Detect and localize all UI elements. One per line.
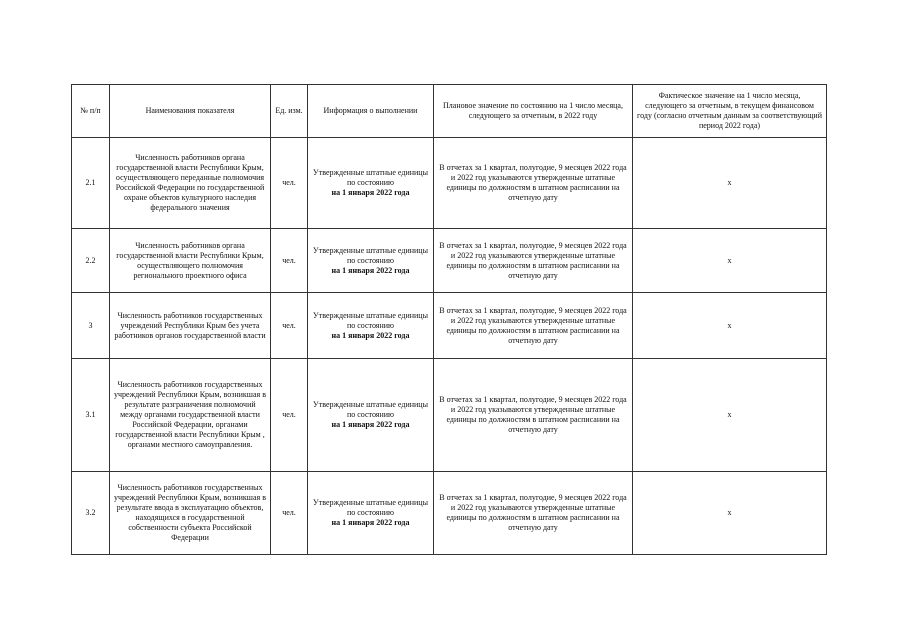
row-info [308,472,434,555]
row-name: Численность работников государственных учреждений Республики Крым, возникшая в результате ввода в эксплуатацию объектов, находящихся в государственной собственности субъекта Российской Федерации [110,472,271,555]
header-fact: Фактическое значение на 1 число месяца, следующего за отчетным, в текущем финансовом году (согласно отчетным данным за соответствующий период 2022 года) [633,85,827,138]
header-plan: Плановое значение по состоянию на 1 число месяца, следующего за отчетным, в 2022 году [434,85,633,138]
row-plan: В отчетах за 1 квартал, полугодие, 9 месяцев 2022 года и 2022 год указываются утвержденные штатные единицы по должностям в штатном расписании на отчетную дату [434,359,633,472]
info-date: на 1 января 2022 года [331,188,410,197]
row-name: Численность работников органа государственной власти Республики Крым, осуществляющего полномочия регионального проектного офиса [110,229,271,293]
row-unit: чел. [271,293,308,359]
row-num: 3.2 [72,472,110,555]
row-info [308,359,434,472]
row-name: Численность работников государственных учреждений Республики Крым без учета работников органов государственной власти [110,293,271,359]
row-name: Численность работников органа государственной власти Республики Крым, осуществляющего переданные полномочия Российской Федерации по государственной охране объектов культурного наследия федерального значения [110,138,271,229]
row-plan: В отчетах за 1 квартал, полугодие, 9 месяцев 2022 года и 2022 год указываются утвержденные штатные единицы по должностям в штатном расписании на отчетную дату [434,138,633,229]
info-date: на 1 января 2022 года [331,330,410,340]
row-fact: х [633,293,827,359]
info-date: на 1 января 2022 года [331,265,410,275]
table-row [72,229,827,293]
row-num: 3.1 [72,359,110,472]
row-num: 3 [72,293,110,359]
row-plan: В отчетах за 1 квартал, полугодие, 9 месяцев 2022 года и 2022 год указываются утвержденные штатные единицы по должностям в штатном расписании на отчетную дату [434,229,633,293]
header-info: Информация о выполнении [308,85,434,138]
info-text: Утвержденные штатные единицы по состоянию [313,168,428,187]
row-plan: В отчетах за 1 квартал, полугодие, 9 месяцев 2022 года и 2022 год указываются утвержденные штатные единицы по должностям в штатном расписании на отчетную дату [434,293,633,359]
row-unit: чел. [271,472,308,555]
header-name: Наименования показателя [110,85,271,138]
row-num: 2.1 [72,138,110,229]
info-text: Утвержденные штатные единицы по состоянию [313,400,428,419]
info-date: на 1 января 2022 года [331,420,410,429]
row-fact: х [633,229,827,293]
row-unit: чел. [271,359,308,472]
indicators-table [71,84,827,555]
row-info [308,293,434,359]
row-unit: чел. [271,229,308,293]
row-num: 2.2 [72,229,110,293]
table-row [72,472,827,555]
header-num: № п/п [72,85,110,138]
row-unit: чел. [271,138,308,229]
row-info [308,229,434,293]
table-row [72,138,827,229]
info-text: Утвержденные штатные единицы по состоянию [313,245,428,265]
table-row [72,293,827,359]
row-info [308,138,434,229]
info-text: Утвержденные штатные единицы по состоянию [313,498,428,517]
row-fact: х [633,359,827,472]
table-row [72,359,827,472]
header-unit: Ед. изм. [271,85,308,138]
table-header-row [72,85,827,138]
row-plan: В отчетах за 1 квартал, полугодие, 9 месяцев 2022 года и 2022 год указываются утвержденные штатные единицы по должностям в штатном расписании на отчетную дату [434,472,633,555]
row-fact: х [633,472,827,555]
row-name: Численность работников государственных учреждений Республики Крым, возникшая в результате разграничения полномочий между органами государственной власти Российской Федерации, органами государственной власти Республики Крым , органами местного самоуправления. [110,359,271,472]
info-text: Утвержденные штатные единицы по состоянию [313,310,428,330]
info-date: на 1 января 2022 года [331,518,410,527]
row-fact: х [633,138,827,229]
